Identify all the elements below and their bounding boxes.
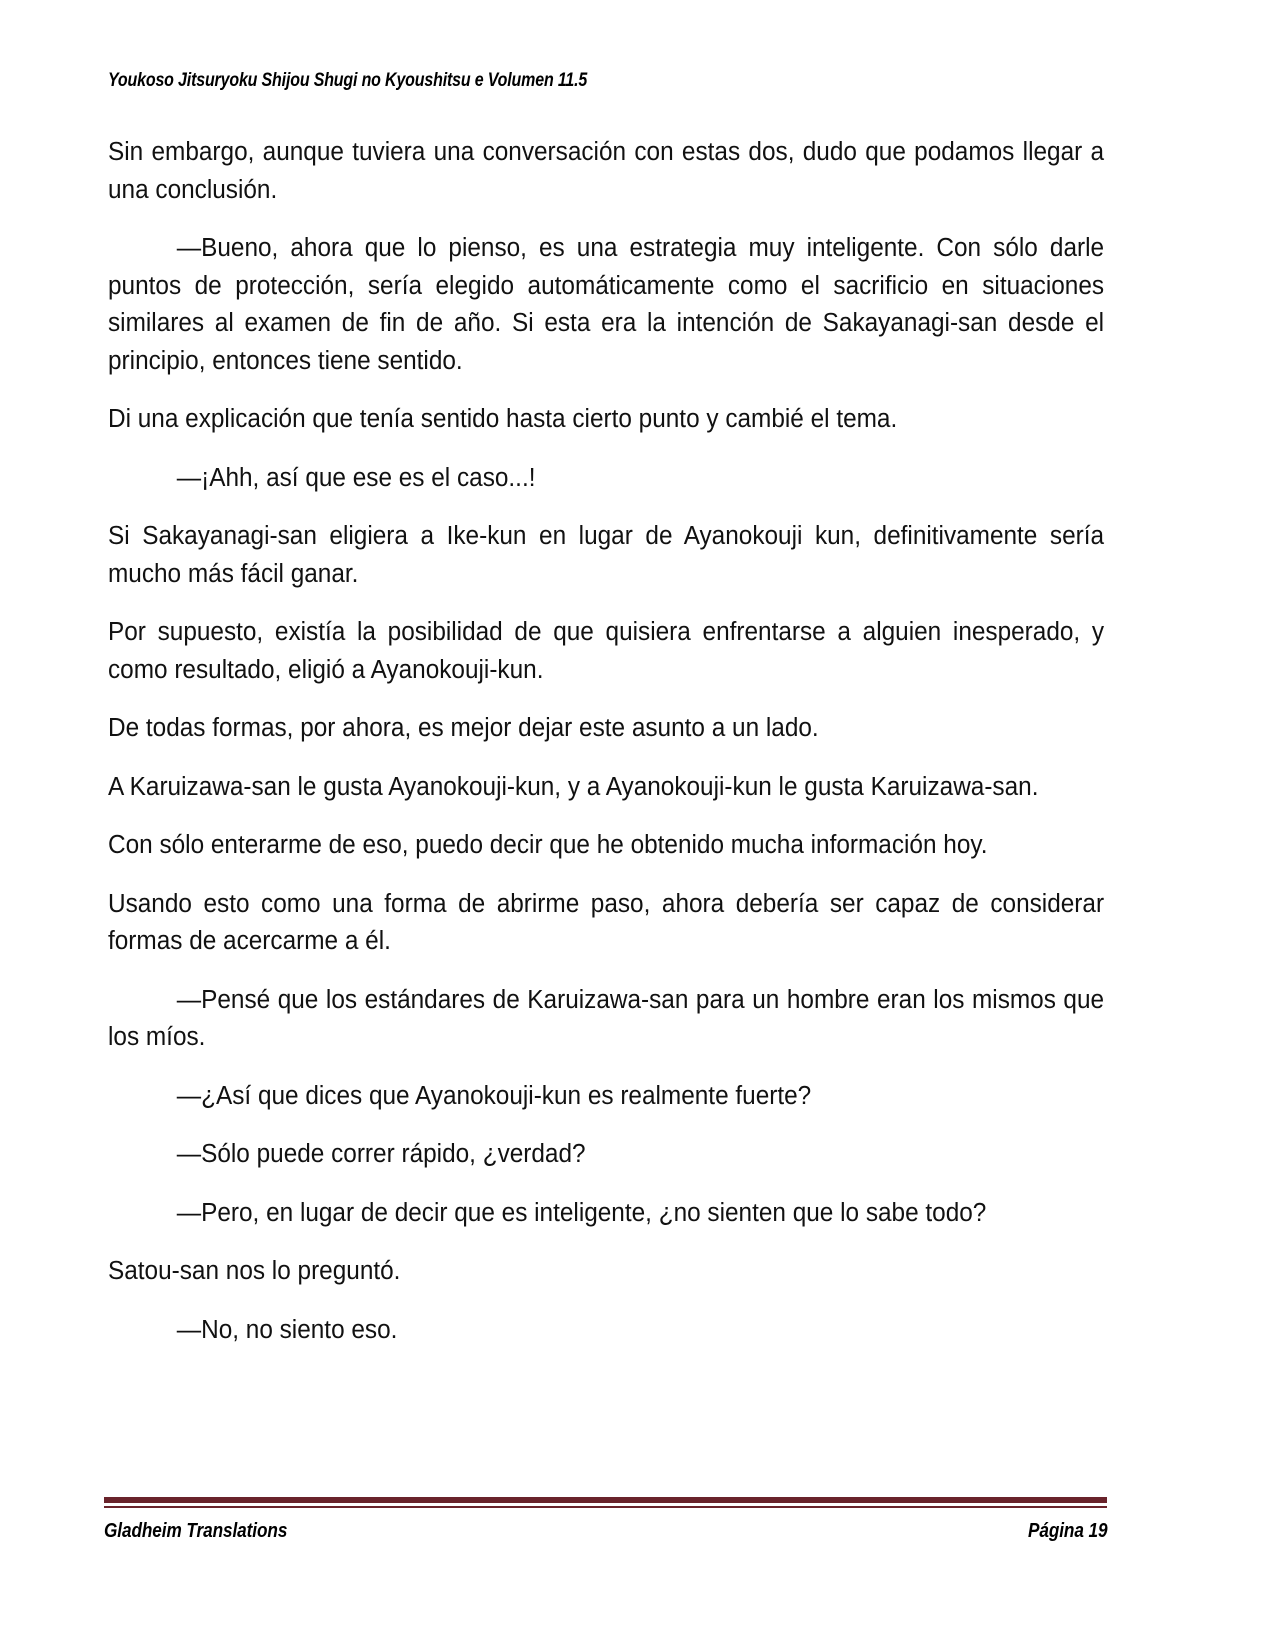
- paragraph: Con sólo enterarme de eso, puedo decir que he obtenido mucha información hoy.: [108, 831, 988, 859]
- header-title: Youkoso Jitsuryoku Shijou Shugi no Kyoushitsu e Volumen 11.5: [108, 69, 588, 91]
- paragraph: Usando esto como una forma de abrirme paso, ahora debería ser capaz de considerar formas de acercarme a él.: [108, 889, 1105, 955]
- running-footer: [104, 1497, 1107, 1543]
- paragraph: Di una explicación que tenía sentido hasta cierto punto y cambié el tema.: [108, 405, 898, 433]
- paragraph: —Sólo puede correr rápido, ¿verdad?: [176, 1140, 586, 1168]
- footer-content-row: [104, 1520, 1107, 1543]
- paragraph: Si Sakayanagi-san eligiera a Ike-kun en lugar de Ayanokouji kun, definitivamente sería mucho más fácil ganar.: [108, 522, 1105, 588]
- paragraph: Sin embargo, aunque tuviera una conversación con estas dos, dudo que podamos llegar a una conclusión.: [108, 138, 1105, 204]
- paragraph: —Pensé que los estándares de Karuizawa-san para un hombre eran los mismos que los míos.: [108, 985, 1105, 1051]
- paragraph: —¡Ahh, así que ese es el caso...!: [176, 463, 536, 492]
- paragraph: Por supuesto, existía la posibilidad de que quisiera enfrentarse a alguien inesperado, y como resultado, eligió a Ayanokouji-kun.: [108, 618, 1105, 684]
- paragraph: —No, no siento eso.: [176, 1315, 398, 1344]
- paragraph: —Bueno, ahora que lo pienso, es una estrategia muy inteligente. Con sólo darle puntos de protección, sería elegido automáticamente como el sacrificio en situaciones similares al examen de fin de año. Si esta era la intención de Sakayanagi-san desde el principio, entonces tiene sentido.: [108, 234, 1105, 375]
- body-text-column: [108, 134, 1104, 1349]
- paragraph: De todas formas, por ahora, es mejor dejar este asunto a un lado.: [108, 714, 819, 742]
- page-number: Página 19: [1027, 1520, 1107, 1542]
- running-header: [108, 68, 1103, 98]
- paragraph: A Karuizawa-san le gusta Ayanokouji-kun, y a Ayanokouji-kun le gusta Karuizawa-san.: [108, 772, 1039, 801]
- paragraph: —Pero, en lugar de decir que es inteligente, ¿no sienten que lo sabe todo?: [176, 1198, 987, 1227]
- paragraph: —¿Así que dices que Ayanokouji-kun es realmente fuerte?: [176, 1081, 812, 1110]
- translator-credit: Gladheim Translations: [104, 1520, 288, 1542]
- footer-rule-thin: [104, 1506, 1107, 1508]
- paragraph: Satou-san nos lo preguntó.: [108, 1257, 401, 1285]
